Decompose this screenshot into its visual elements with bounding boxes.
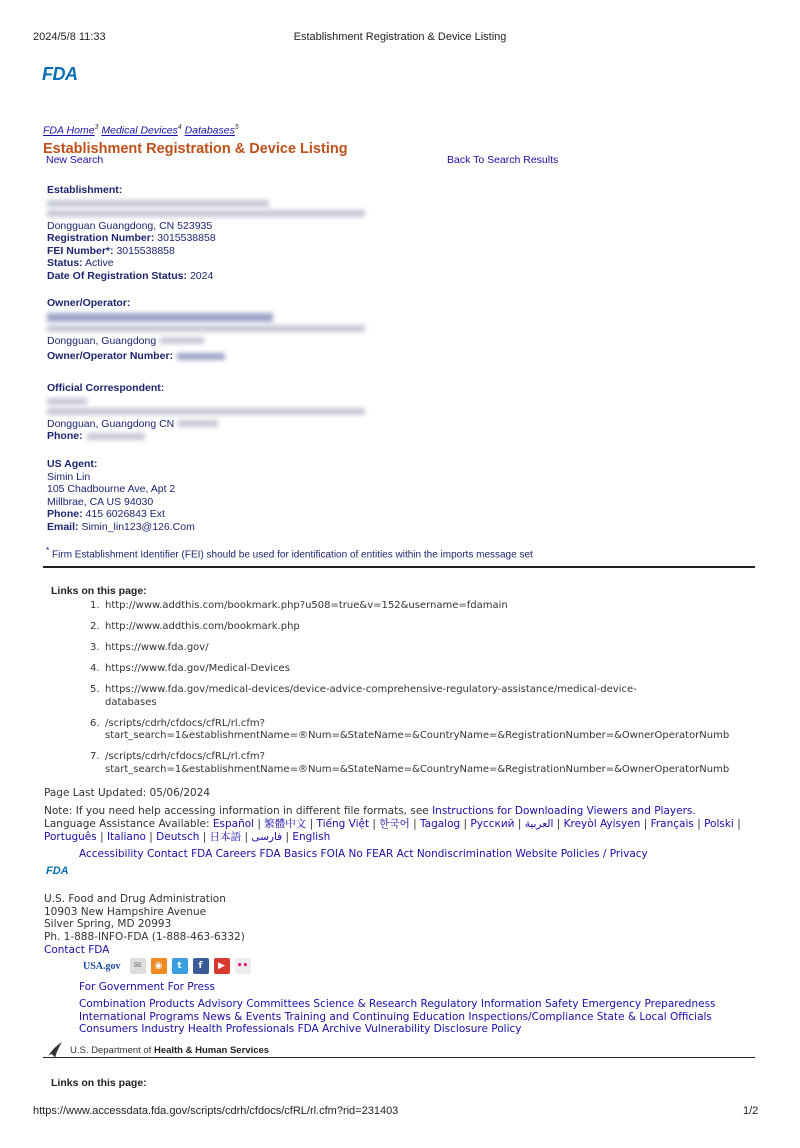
link-url: https://www.fda.gov/ — [105, 642, 209, 653]
list-item — [90, 663, 770, 676]
social-icons — [83, 958, 251, 974]
fei-note-mark: * — [46, 545, 50, 555]
redacted-owner-address — [47, 325, 365, 332]
fda-small-logo[interactable]: FDA — [46, 865, 69, 877]
link-url-cont: start_search=1&establishmentName=®Num=&StateName=&CountryName=&RegistrationNumber=&OwnerOperatorNumb — [105, 763, 730, 775]
redacted-address — [47, 210, 365, 217]
reg-number-value: 3015538858 — [157, 232, 216, 245]
list-number: 5. — [90, 684, 100, 695]
establishment-city: Dongguan Guangdong, CN 523935 — [47, 219, 213, 232]
us-agent-name: Simin Lin — [47, 470, 91, 483]
contact-fda-link[interactable]: Contact FDA — [44, 943, 110, 956]
hhs-bold: Health & Human Services — [153, 1044, 270, 1056]
list-number: 1. — [90, 600, 100, 611]
lang-link[interactable]: Português — [44, 830, 97, 843]
reg-date-value: 2024 — [189, 269, 214, 282]
list-item — [90, 642, 770, 655]
owner-section — [47, 297, 365, 363]
list-number: 4. — [90, 663, 100, 674]
usagov-logo[interactable]: USA.gov — [83, 960, 121, 972]
lang-link[interactable]: Kreyòl Ayisyen — [563, 817, 641, 830]
youtube-icon[interactable]: ▶ — [214, 958, 230, 974]
topic-links — [79, 998, 716, 1036]
correspondent-city: Dongguan, Guangdong CN — [47, 417, 175, 430]
list-item — [90, 621, 770, 634]
footnote-ref: 3 — [94, 124, 99, 131]
redacted-owner-name — [47, 313, 273, 322]
back-to-results-link[interactable]: Back To Search Results — [447, 154, 559, 166]
new-search-link[interactable]: New Search — [46, 154, 104, 166]
fei-value: 3015538858 — [116, 244, 175, 257]
lang-link[interactable]: Italiano — [106, 830, 146, 843]
footnote-ref: 5 — [234, 124, 239, 131]
topic-links-line[interactable]: International Programs News & Events Training and Continuing Education Inspections/Compliance State & Local Officials — [79, 1010, 712, 1023]
establishment-section — [47, 184, 365, 283]
status-label: Status: — [47, 257, 83, 270]
link-url-cont: start_search=1&establishmentName=®Num=&StateName=&CountryName=&RegistrationNumber=&OwnerOperatorNumb — [105, 730, 730, 741]
topic-links-line[interactable]: Consumers Industry Health Professionals FDA Archive Vulnerability Disclosure Policy — [79, 1023, 522, 1036]
hhs-prefix: U.S. Department of — [70, 1044, 154, 1056]
redacted-postal — [160, 337, 204, 344]
lang-label: Language Assistance Available: — [44, 817, 213, 830]
fei-label: FEI Number*: — [47, 244, 114, 257]
list-number: 7. — [90, 751, 100, 762]
us-agent-address2: Millbrae, CA US 94030 — [47, 495, 154, 508]
divider — [43, 566, 755, 568]
lang-link[interactable]: 繁體中文 — [264, 817, 307, 830]
address-line: Ph. 1-888-INFO-FDA (1-888-463-6332) — [44, 931, 245, 944]
page-updated: Page Last Updated: 05/06/2024 — [44, 787, 211, 799]
divider — [43, 1057, 755, 1058]
reg-number-label: Registration Number: — [47, 232, 155, 245]
link-url: https://www.fda.gov/medical-devices/device-advice-comprehensive-regulatory-assistance/medical-device- — [105, 684, 637, 695]
correspondent-section — [47, 382, 365, 443]
redacted-correspondent-address — [47, 408, 365, 415]
link-url-cont: databases — [105, 696, 157, 708]
lang-link[interactable]: Polski — [704, 817, 734, 830]
print-datetime: 2024/5/8 11:33 — [33, 31, 106, 43]
address-line: U.S. Food and Drug Administration — [44, 893, 226, 905]
breadcrumb — [43, 124, 239, 137]
rss-icon[interactable]: ◉ — [151, 958, 167, 974]
owner-city: Dongguan, Guangdong — [47, 334, 157, 347]
list-item — [90, 684, 770, 709]
list-number: 3. — [90, 642, 100, 653]
print-url: https://www.accessdata.fda.gov/scripts/cdrh/cfdocs/cfRL/rl.cfm?rid=231403 — [33, 1105, 399, 1117]
page-title: Establishment Registration & Device Listing — [43, 141, 348, 157]
lang-link[interactable]: Русский — [470, 817, 515, 830]
links-heading: Links on this page: — [51, 585, 147, 597]
instructions-link[interactable]: Instructions for Downloading Viewers and Players. — [432, 805, 696, 817]
for-links[interactable]: For Government For Press — [79, 981, 215, 993]
facebook-icon[interactable]: f — [193, 958, 209, 974]
lang-link[interactable]: Tagalog — [419, 817, 461, 830]
owner-heading: Owner/Operator: — [47, 297, 131, 309]
lang-link[interactable]: Tiếng Việt — [316, 817, 370, 830]
fda-address — [44, 893, 245, 957]
address-line: 10903 New Hampshire Avenue — [44, 905, 207, 918]
lang-link[interactable]: فارسی — [251, 830, 283, 843]
footnote-ref: 4 — [177, 124, 182, 131]
redacted-correspondent-name — [47, 398, 87, 405]
fda-logo[interactable]: FDA — [42, 64, 78, 84]
list-number: 2. — [90, 621, 100, 632]
flickr-icon[interactable]: •• — [235, 958, 251, 974]
list-item — [90, 600, 770, 613]
lang-link[interactable]: Deutsch — [156, 830, 200, 843]
us-agent-heading: US Agent: — [47, 458, 98, 470]
access-note: Note: If you need help accessing information in different file formats, see Instructions for Downloading Viewers and Players. Language Assistance Available: Español | 繁體中文 | Tiếng Việt | 한국어 | Tagalog | Русский | العربية | Kreyòl Ayisyen | Français | Polski | Português | Italiano | Deutsch | 日本語 | فارسی | English — [44, 805, 741, 843]
link-url: /scripts/cdrh/cfdocs/cfRL/rl.cfm? — [105, 717, 265, 729]
print-doc-title: Establishment Registration & Device Listing — [293, 31, 507, 43]
lang-link[interactable]: 日本語 — [209, 830, 242, 843]
lang-link[interactable]: 한국어 — [379, 817, 410, 830]
us-agent-address1: 105 Chadbourne Ave, Apt 2 — [47, 483, 176, 496]
status-value: Active — [84, 257, 114, 270]
lang-link[interactable]: English — [292, 830, 331, 843]
links-heading-2: Links on this page: — [51, 1077, 147, 1089]
link-url: http://www.addthis.com/bookmark.php — [105, 621, 300, 632]
email-icon[interactable]: ✉ — [130, 958, 146, 974]
link-url: https://www.fda.gov/Medical-Devices — [105, 663, 290, 674]
us-agent-phone: 415 6026843 Ext — [85, 508, 165, 521]
breadcrumb-fda-home[interactable]: FDA Home — [43, 124, 95, 137]
correspondent-heading: Official Correspondent: — [47, 382, 165, 394]
list-number: 6. — [90, 717, 100, 729]
lang-link[interactable]: Español — [212, 817, 255, 830]
us-agent-section — [47, 458, 195, 534]
link-url: http://www.addthis.com/bookmark.php?u508=true&v=152&username=fdamain — [105, 600, 508, 611]
list-item — [90, 751, 770, 776]
topic-links-line[interactable]: Combination Products Advisory Committees Science & Research Regulatory Information Safety Emergency Preparedness — [79, 998, 716, 1010]
correspondent-phone-label: Phone: — [47, 430, 83, 443]
owner-number-label: Owner/Operator Number: — [47, 350, 174, 363]
redacted-postal — [178, 420, 218, 427]
list-item — [90, 718, 770, 743]
us-agent-phone-label: Phone: — [47, 508, 83, 521]
policy-links[interactable]: Accessibility Contact FDA Careers FDA Basics FOIA No FEAR Act Nondiscrimination Website Policies / Privacy — [79, 848, 648, 860]
print-page-number: 1/2 — [743, 1105, 759, 1117]
reg-date-label: Date Of Registration Status: — [47, 269, 188, 282]
us-agent-email: Simin_lin123@126.Com — [81, 520, 195, 533]
links-list — [90, 600, 770, 785]
redacted-phone — [87, 433, 145, 440]
lang-link[interactable]: Français — [650, 817, 694, 830]
redacted-owner-number — [177, 353, 225, 360]
twitter-icon[interactable]: t — [172, 958, 188, 974]
fei-note-text: Firm Establishment Identifier (FEI) should be used for identification of entities within the imports message set — [52, 549, 533, 561]
link-url: /scripts/cdrh/cfdocs/cfRL/rl.cfm? — [105, 751, 265, 762]
us-agent-email-label: Email: — [47, 520, 79, 533]
breadcrumb-databases[interactable]: Databases — [184, 124, 235, 137]
note-prefix: Note: If you need help accessing information in different file formats, see — [44, 805, 433, 817]
lang-link[interactable]: العربية — [524, 817, 554, 830]
address-line: Silver Spring, MD 20993 — [44, 918, 172, 931]
establishment-heading: Establishment: — [47, 184, 123, 196]
fei-note — [46, 545, 533, 560]
breadcrumb-medical-devices[interactable]: Medical Devices — [101, 124, 178, 137]
redacted-name — [47, 200, 269, 207]
